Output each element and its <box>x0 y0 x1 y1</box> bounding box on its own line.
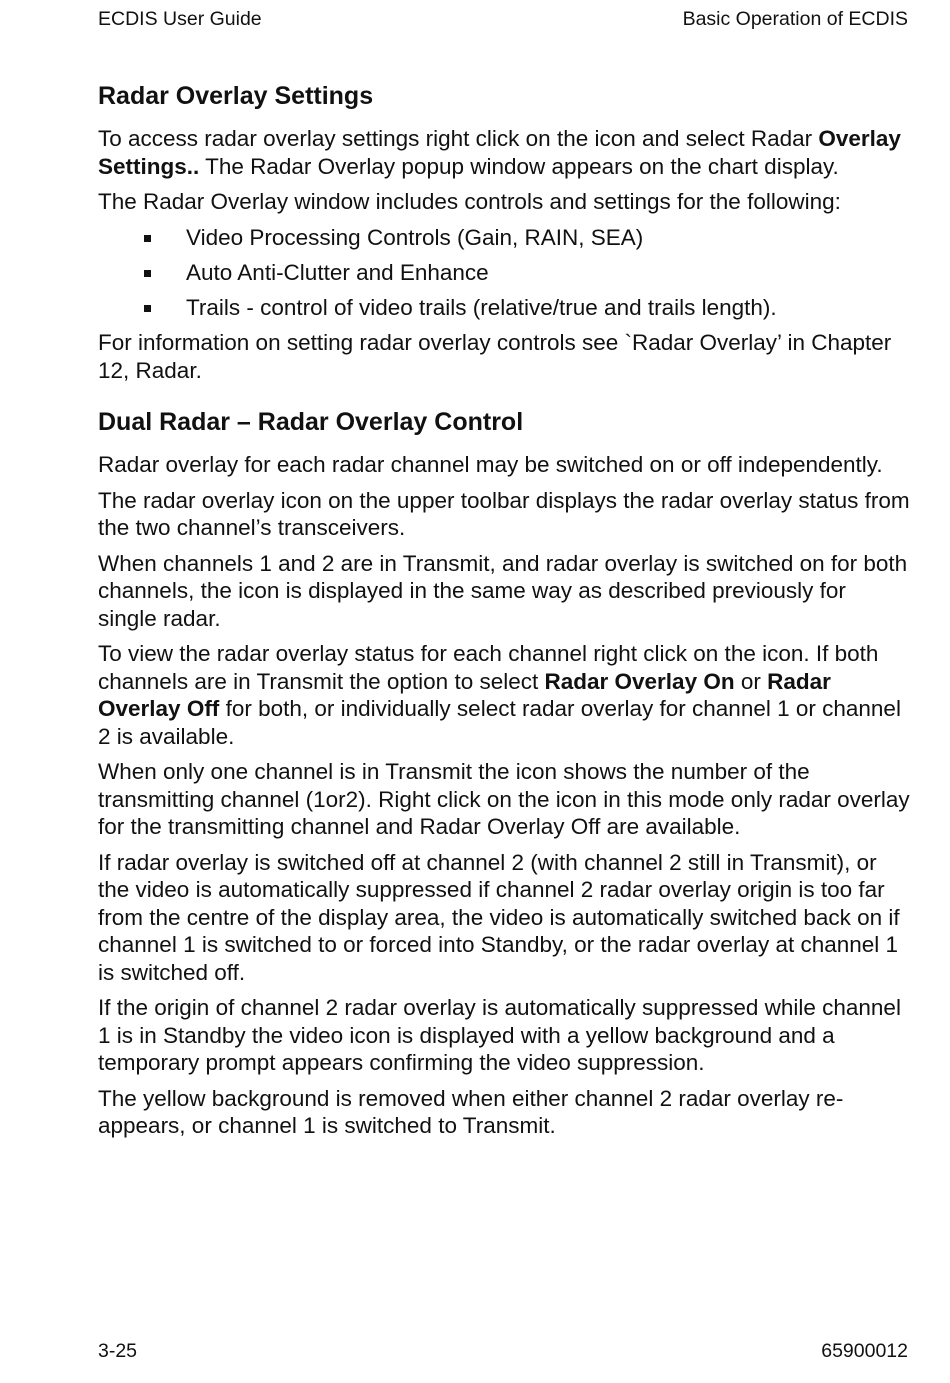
paragraph: If radar overlay is switched off at channel 2 (with channel 2 still in Transmit), or the video is automatically suppressed if channel 2 radar overlay origin is too far from the centre of the display area, the video is automatically switched back on if channel 1 is switched to or forced into Standby, or the radar overlay at channel 1 is switched off. <box>98 849 900 985</box>
page-content <box>98 80 910 1148</box>
section-heading-radar-overlay-settings: Radar Overlay Settings <box>98 82 374 110</box>
paragraph: If the origin of channel 2 radar overlay is automatically suppressed while channel 1 is in Standby the video icon is displayed with a yellow background and a temporary prompt appears confirming the video suppression. <box>98 995 901 1075</box>
paragraph-text: The Radar Overlay popup window appears on the chart display. <box>199 153 839 179</box>
paragraph: The Radar Overlay window includes controls and settings for the following: <box>98 189 841 214</box>
paragraph: When only one channel is in Transmit the icon shows the number of the transmitting channel (1or2). Right click on the icon in this mode only radar overlay for the transmitting channel and Radar Overlay Off are available. <box>98 759 910 839</box>
section-heading-dual-radar: Dual Radar – Radar Overlay Control <box>98 408 524 436</box>
bold-term: Radar Overlay Off <box>98 668 831 721</box>
list-item-text: Video Processing Controls (Gain, RAIN, SEA) <box>186 224 644 250</box>
paragraph: The radar overlay icon on the upper toolbar displays the radar overlay status from the two channel’s transceivers. <box>98 487 910 540</box>
paragraph-text: To view the radar overlay status for each channel right click on the icon. If both channels are in Transmit the option to select <box>98 641 879 694</box>
paragraph: Radar overlay for each radar channel may be switched on or off independently. <box>98 452 883 477</box>
bold-term: Overlay Settings.. <box>98 126 901 179</box>
list-item <box>98 294 910 322</box>
header-chapter-title: Basic Operation of ECDIS <box>682 8 908 30</box>
page-number: 3-25 <box>98 1340 138 1362</box>
page-header <box>98 8 908 32</box>
list-item-text: Auto Anti-Clutter and Enhance <box>186 259 489 285</box>
list-item-text: Trails - control of video trails (relative/true and trails length). <box>186 294 777 320</box>
square-bullet-icon <box>144 270 151 277</box>
paragraph-text: for both, or individually select radar overlay for channel 1 or channel 2 is available. <box>98 696 901 749</box>
square-bullet-icon <box>144 235 151 242</box>
paragraph-text: or <box>734 668 768 694</box>
header-doc-title: ECDIS User Guide <box>98 8 262 30</box>
bullet-list <box>98 224 910 322</box>
paragraph: The yellow background is removed when either channel 2 radar overlay re-appears, or channel 1 is switched to Transmit. <box>98 1085 844 1138</box>
paragraph: For information on setting radar overlay controls see `Radar Overlay’ in Chapter 12, Radar. <box>98 330 892 383</box>
document-number: 65900012 <box>821 1340 908 1362</box>
paragraph: When channels 1 and 2 are in Transmit, and radar overlay is switched on for both channels, the icon is displayed in the same way as described previously for single radar. <box>98 550 908 631</box>
paragraph <box>98 125 910 180</box>
paragraph-text: To access radar overlay settings right click on the icon and select Radar <box>98 126 819 151</box>
list-item <box>98 224 910 252</box>
square-bullet-icon <box>144 305 151 312</box>
paragraph <box>98 640 910 750</box>
list-item <box>98 259 910 287</box>
bold-term: Radar Overlay On <box>544 668 735 694</box>
page-footer <box>98 1340 908 1364</box>
